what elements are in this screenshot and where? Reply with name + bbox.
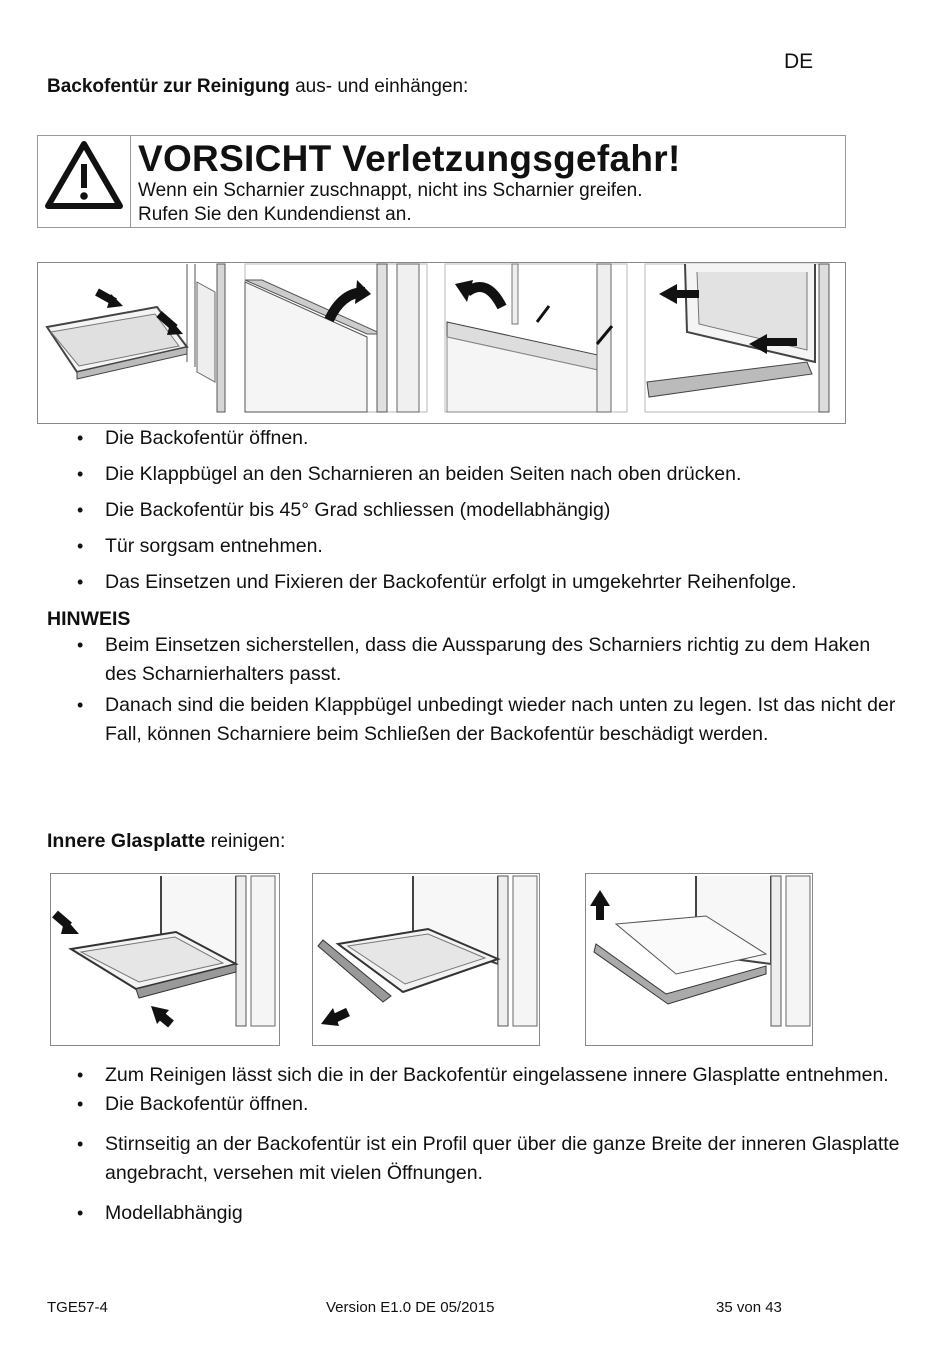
list-item: • Die Backofentür bis 45° Grad schliessen (modellabhängig) <box>47 496 907 525</box>
note-list <box>47 631 897 751</box>
footer-version: Version E1.0 DE 05/2015 <box>326 1299 495 1316</box>
footer-page-number: 35 von 43 <box>716 1299 782 1316</box>
warning-triangle-icon <box>38 136 130 227</box>
list-item: • Die Klappbügel an den Scharnieren an beiden Seiten nach oben drücken. <box>47 460 907 489</box>
list-item: • Die Backofentür öffnen. <box>47 424 907 453</box>
step-2-image <box>245 264 427 412</box>
list-item: • Stirnseitig an der Backofentür ist ein Profil quer über die ganze Breite der inneren Glasplatte angebracht, versehen mit vielen Öffnungen. <box>47 1130 907 1188</box>
list-item: • Tür sorgsam entnehmen. <box>47 532 907 561</box>
section-heading-glass: Innere Glasplatte reinigen: <box>47 830 286 852</box>
glass-steps <box>47 1061 907 1228</box>
language-label: DE <box>784 50 814 73</box>
glass-step-2-image <box>312 873 540 1046</box>
section-heading-door: Backofentür zur Reinigung aus- und einhängen: <box>47 76 469 97</box>
door-removal-illustration <box>37 262 846 424</box>
list-item: • Das Einsetzen und Fixieren der Backofentür erfolgt in umgekehrter Reihenfolge. <box>47 568 907 597</box>
glass-step-3-image <box>585 873 813 1046</box>
warning-line-2: Rufen Sie den Kundendienst an. <box>138 204 412 225</box>
list-item: • Beim Einsetzen sicherstellen, dass die Aussparung des Scharniers richtig zu dem Haken des Scharnierhalters passt. <box>47 631 897 689</box>
list-item: • Die Backofentür öffnen. <box>47 1090 907 1119</box>
note-title: HINWEIS <box>47 608 131 630</box>
step-1-image <box>47 264 225 412</box>
list-item: • Zum Reinigen lässt sich die in der Backofentür eingelassene innere Glasplatte entnehmen. <box>47 1061 907 1090</box>
warning-icon-cell <box>38 136 131 227</box>
footer-model: TGE57-4 <box>47 1299 108 1316</box>
glass-step-1-image <box>50 873 280 1046</box>
door-removal-steps <box>47 424 907 604</box>
warning-line-1: Wenn ein Scharnier zuschnappt, nicht ins Scharnier greifen. <box>138 180 643 201</box>
list-item: • Modellabhängig <box>47 1199 907 1228</box>
warning-box <box>37 135 846 228</box>
list-item: • Danach sind die beiden Klappbügel unbedingt wieder nach unten zu legen. Ist das nicht der Fall, können Scharniere beim Schließen der Backofentür beschädigt werden. <box>47 691 897 749</box>
warning-title: VORSICHT Verletzungsgefahr! <box>138 138 681 179</box>
step-4-image <box>645 264 829 412</box>
step-3-image <box>445 264 627 412</box>
